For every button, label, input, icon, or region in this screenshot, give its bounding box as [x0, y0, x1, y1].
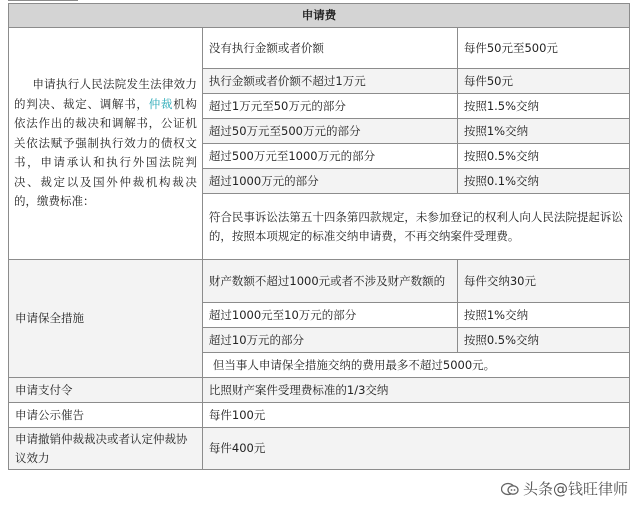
watermark: [501, 478, 628, 499]
fee-cell: 每件50元: [457, 69, 629, 94]
table-header: 申请费: [9, 4, 630, 28]
condition-cell: 超过1000元至10万元的部分: [202, 303, 457, 328]
watermark-text: 头条@钱旺律师: [522, 480, 628, 498]
fee-table: [8, 3, 630, 470]
condition-cell: 财产数额不超过1000元或者不涉及财产数额的: [202, 260, 457, 303]
registration-note: 符合民事诉讼法第五十四条第四款规定，未参加登记的权利人向人民法院提起诉讼的，按照本项规定的标准交纳申请费，不再交纳案件受理费。: [202, 194, 629, 260]
arbitration-link[interactable]: 仲裁: [148, 96, 174, 111]
payment-order-fee: 比照财产案件受理费标准的1/3交纳: [202, 378, 629, 403]
fee-cell: 按照1%交纳: [457, 119, 629, 144]
condition-cell: 执行金额或者价额不超过1万元: [202, 69, 457, 94]
fee-cell: 每件交纳30元: [457, 260, 629, 303]
desc-text-1: 申请执行人民法院发生法律效力的判决、裁定、调解书，: [14, 77, 197, 111]
preservation-title: 申请保全措施: [9, 260, 203, 378]
arbitration-revoke-title: 申请撤销仲裁裁决或者认定仲裁协议效力: [9, 428, 203, 470]
desc-text-2: 机构依法作出的裁决和调解书，公证机关依法赋予强制执行效力的债权文书，申请承认和执行外国法院判决、裁定以及国外仲裁机构裁决的，缴费标准：: [14, 96, 197, 209]
fee-cell: 按照0.1%交纳: [457, 169, 629, 194]
fee-table-wrapper: [8, 3, 630, 470]
condition-cell: 超过50万元至500万元的部分: [202, 119, 457, 144]
public-notice-fee: 每件100元: [202, 403, 629, 428]
condition-cell: 超过500万元至1000万元的部分: [202, 144, 457, 169]
fee-cell: 按照0.5%交纳: [457, 144, 629, 169]
condition-cell: 超过1000万元的部分: [202, 169, 457, 194]
condition-cell: 超过10万元的部分: [202, 328, 457, 353]
preservation-cap-note: 但当事人申请保全措施交纳的费用最多不超过5000元。: [202, 353, 629, 378]
fee-cell: 按照1.5%交纳: [457, 94, 629, 119]
arbitration-revoke-fee: 每件400元: [202, 428, 629, 470]
payment-order-title: 申请支付令: [9, 378, 203, 403]
execution-fee-description: [9, 28, 203, 260]
toutiao-logo-icon: [501, 481, 519, 497]
public-notice-title: 申请公示催告: [9, 403, 203, 428]
condition-cell: 没有执行金额或者价额: [202, 28, 457, 69]
fee-cell: 按照1%交纳: [457, 303, 629, 328]
fee-cell: 按照0.5%交纳: [457, 328, 629, 353]
fee-cell: 每件50元至500元: [457, 28, 629, 69]
condition-cell: 超过1万元至50万元的部分: [202, 94, 457, 119]
